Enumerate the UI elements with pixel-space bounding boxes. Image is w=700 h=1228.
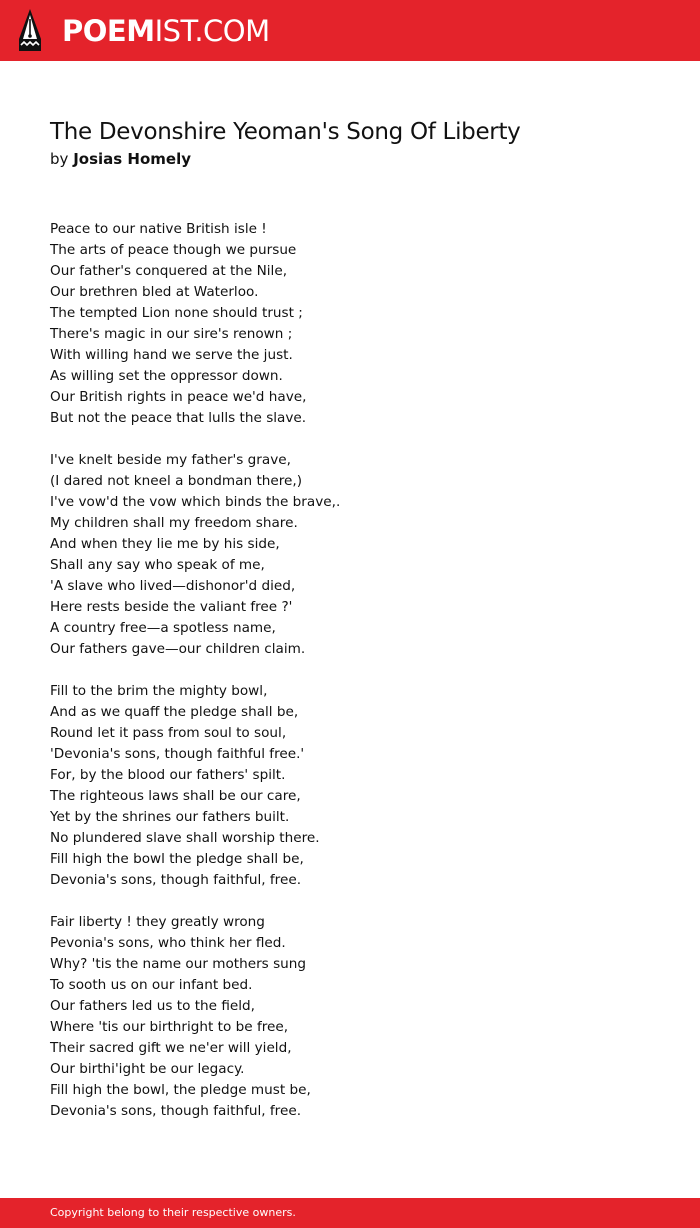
poem-line: Why? 'tis the name our mothers sung — [50, 956, 307, 972]
poem-line: The righteous laws shall be our care, — [50, 788, 301, 804]
poem-body — [50, 219, 670, 1143]
poem-line: The tempted Lion none should trust ; — [50, 305, 303, 321]
poem-line: 'Devonia's sons, though faithful free.' — [50, 746, 305, 762]
poem-line: Devonia's sons, though faithful, free. — [50, 1103, 302, 1119]
stanza — [50, 912, 670, 1122]
poem-line: But not the peace that lulls the slave. — [50, 410, 307, 426]
poem-line: Our father's conquered at the Nile, — [50, 263, 288, 279]
poem-line: And as we quaff the pledge shall be, — [50, 704, 299, 720]
poem-line: And when they lie me by his side, — [50, 536, 280, 552]
poem-line: Devonia's sons, though faithful, free. — [50, 872, 302, 888]
poem-line: Fair liberty ! they greatly wrong — [50, 914, 265, 930]
poem-line: Here rests beside the valiant free ?' — [50, 599, 293, 615]
by-label: by — [50, 150, 69, 168]
stanza — [50, 219, 670, 429]
poem-line: There's magic in our sire's renown ; — [50, 326, 293, 342]
poem-line: For, by the blood our fathers' spilt. — [50, 767, 286, 783]
brand-bold: POEM — [62, 14, 155, 48]
poem-line: Round let it pass from soul to soul, — [50, 725, 287, 741]
poem-line: No plundered slave shall worship there. — [50, 830, 320, 846]
stanza — [50, 450, 670, 660]
poem-line: Shall any say who speak of me, — [50, 557, 265, 573]
poem-line: As willing set the oppressor down. — [50, 368, 283, 384]
poem-line: Our brethren bled at Waterloo. — [50, 284, 259, 300]
poem-line: I've knelt beside my father's grave, — [50, 452, 291, 468]
poem-line: With willing hand we serve the just. — [50, 347, 293, 363]
poem-line: Pevonia's sons, who think her fled. — [50, 935, 286, 951]
copyright-text: Copyright belong to their respective owners. — [50, 1206, 296, 1219]
poem-title: The Devonshire Yeoman's Song Of Liberty — [50, 119, 521, 145]
author-name[interactable]: Josias Homely — [73, 150, 191, 168]
brand-light: IST.COM — [154, 14, 270, 48]
poem-line: 'A slave who lived—dishonor'd died, — [50, 578, 296, 594]
poem-line: Our fathers gave—our children claim. — [50, 641, 306, 657]
site-header — [0, 0, 700, 61]
poem-line: To sooth us on our infant bed. — [50, 977, 253, 993]
pen-nib-icon[interactable] — [17, 9, 43, 51]
poem-line: Peace to our native British isle ! — [50, 221, 267, 237]
poem-line: Yet by the shrines our fathers built. — [50, 809, 290, 825]
site-footer — [0, 1198, 700, 1228]
poem-line: Their sacred gift we ne'er will yield, — [50, 1040, 292, 1056]
poem-line: Fill high the bowl the pledge shall be, — [50, 851, 304, 867]
poem-line: I've vow'd the vow which binds the brave,. — [50, 494, 341, 510]
poem-line: Fill high the bowl, the pledge must be, — [50, 1082, 311, 1098]
byline — [50, 149, 191, 169]
poem-line: The arts of peace though we pursue — [50, 242, 297, 258]
site-logo-text[interactable] — [62, 13, 270, 49]
poem-line: Our fathers led us to the field, — [50, 998, 256, 1014]
poem-line: (I dared not kneel a bondman there,) — [50, 473, 303, 489]
stanza — [50, 681, 670, 891]
poem-line: A country free—a spotless name, — [50, 620, 276, 636]
poem-line: Our British rights in peace we'd have, — [50, 389, 307, 405]
poem-line: My children shall my freedom share. — [50, 515, 298, 531]
poem-line: Our birthi'ight be our legacy. — [50, 1061, 245, 1077]
poem-line: Fill to the brim the mighty bowl, — [50, 683, 268, 699]
poem-line: Where 'tis our birthright to be free, — [50, 1019, 289, 1035]
